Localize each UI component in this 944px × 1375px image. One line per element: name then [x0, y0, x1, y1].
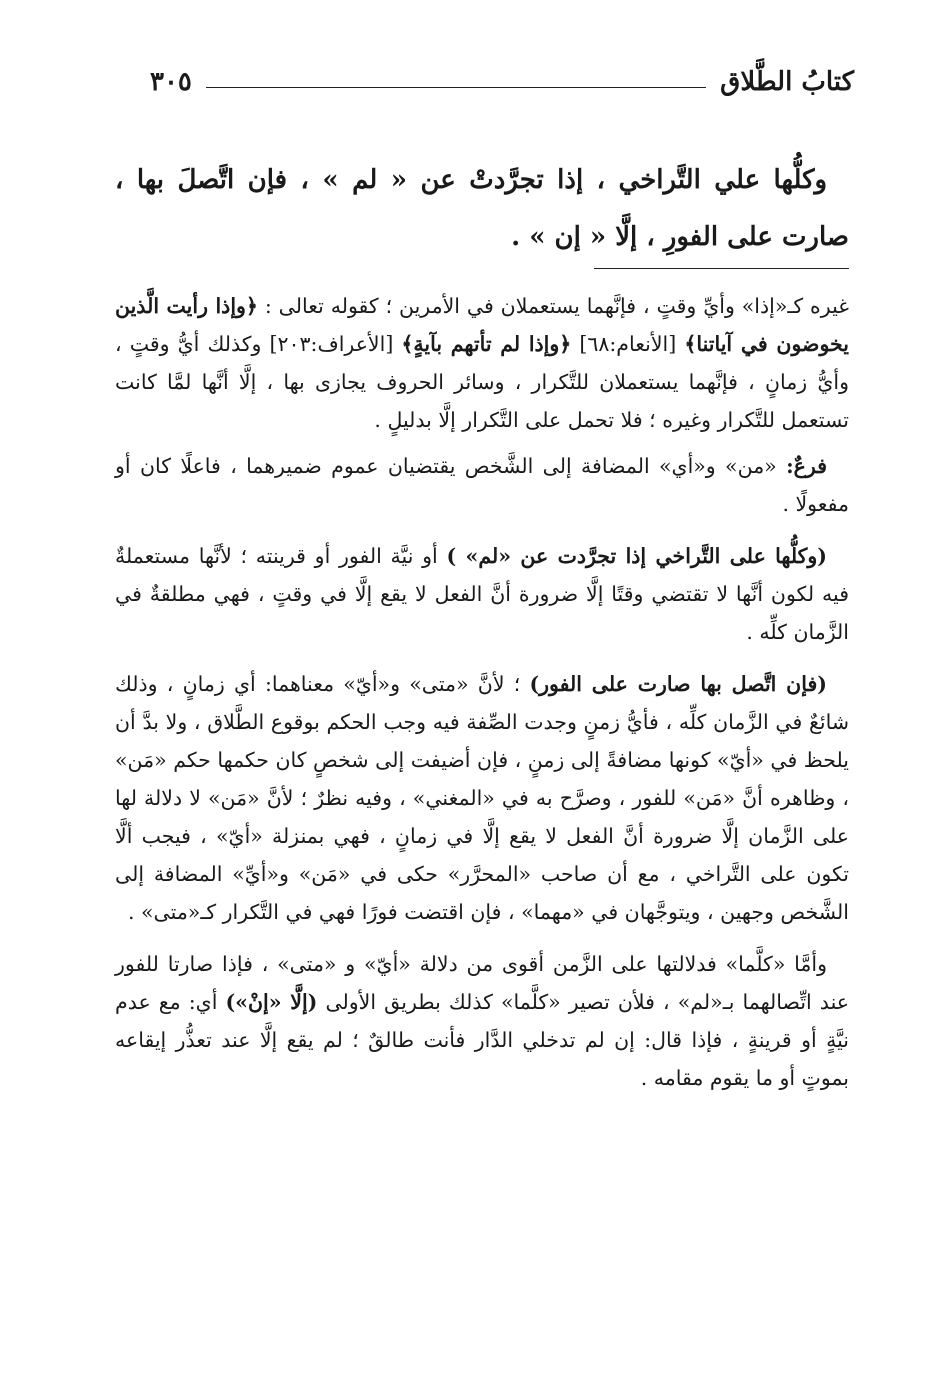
- paragraph-3-text: أو نيَّة الفور أو قرينته ؛ لأنَّها مستعملةٌ فيه لكون أنَّها لا تقتضي وقتًا إلَّا ضرورة أنَّ الفعل لا يقع إلَّا في وقتٍ ، فهي مطلقةٌ في الزَّمان كلِّه .: [115, 544, 849, 644]
- commentary: [115, 287, 849, 1111]
- paragraph-2-text: «من» و«أي» المضافة إلى الشَّخص يقتضيان عموم ضميرهما ، فاعلًا كان أو مفعولًا .: [115, 454, 849, 516]
- paragraph-1-text-b: [الأعراف:٢٠٣] وكذلك أيُّ وقتٍ ، وأيُّ زمانٍ ، فإنَّهما يستعملان للتَّكرار ، وسائر الحروف يجازى بها ، إلَّا أنَّها لمَّا كانت تستعمل للتَّكرار وغيره ؛ فلا تحمل على التَّكرار إلَّا بدليلٍ .: [115, 332, 849, 432]
- paragraph-4-text: ؛ لأنَّ «متى» و«أيّ» معناهما: أي زمانٍ ، وذلك شائعٌ في الزَّمان كلِّه ، فأيُّ زمنٍ وجدت الصِّفة فيه وجب الحكم بوقوع الطَّلاق ، ولا بدَّ أن يلحظ في «أيّ» كونها مضافةً إلى زمنٍ ، فإن أضيفت إلى شخصٍ كان حكمها حكم «مَن» ، وظاهره أنَّ «مَن» للفور ، وصرَّح به في «المغني» ، وفيه نظرٌ ؛ لأنَّ «مَن» لا دلالة لها على الزَّمان إلَّا ضرورة أنَّ الفعل لا يقع إلَّا في زمانٍ ، فهي بمنزلة «أيّ» ، فيجب ألَّا تكون على التَّراخي ، مع أن صاحب «المحرَّر» حكى في «مَن» و«أيِّ» المضافة إلى الشَّخص وجهين ، ويتوجَّهان في «مهما» ، فإن اقتضت فورًا فهي في التَّكرار كـ«متى» .: [115, 672, 849, 924]
- paragraph-4-lead: (فإن اتَّصل بها صارت على الفور): [529, 672, 827, 696]
- page-number: ٣٠٥: [150, 67, 192, 97]
- commentary-paragraph-4: [115, 665, 849, 931]
- commentary-paragraph-3: [115, 537, 849, 651]
- main-text: [115, 152, 849, 266]
- paragraph-1-text-a: غيره كـ«إذا» وأيِّ وقتٍ ، فإنَّهما يستعملان في الأمرين ؛ كقوله تعالى :: [257, 294, 849, 318]
- paragraph-5-text-a: وأمَّا «كلَّما» فدلالتها على الزَّمن أقوى من دلالة «أيّ» و «متى» ، فإذا صارتا للفور عند اتِّصالهما بـ«لم» ، فلأن تصير «كلَّما» كذلك بطريق الأولى: [115, 952, 849, 1014]
- separator-rule: [594, 268, 849, 269]
- paragraph-5-text-b: أي: مع عدم نيَّةٍ أو قرينةٍ ، فإذا قال: إن لم تدخلي الدَّار فأنت طالقٌ ؛ لم يقع إلَّا عند تعذُّر إيقاعه بموتٍ أو ما يقوم مقامه .: [115, 990, 849, 1090]
- header-rule: [206, 87, 706, 88]
- commentary-paragraph-5: [115, 945, 849, 1097]
- running-header: [150, 62, 854, 102]
- paragraph-2-lead: فرعٌ:: [786, 454, 827, 478]
- main-text-body: وكلُّها علي التَّراخي ، إذا تجرَّدتْ عن « لم » ، فإن اتَّصلَ بها ، صارت على الفورِ ، إلَّا « إن » .: [115, 165, 849, 252]
- commentary-paragraph-1: [115, 287, 849, 439]
- paragraph-5-lead: (إلَّا «إنْ»): [225, 990, 318, 1014]
- book-title: كتابُ الطَّلاق: [720, 67, 854, 97]
- quran-reference-1: [الأنعام:٦٨]: [571, 332, 685, 356]
- quran-quote-2: ﴿وإذا لم تأتهم بآيةٍ﴾: [401, 332, 572, 356]
- commentary-paragraph-2: [115, 447, 849, 523]
- quran-quote-1: ﴿وإذا رأيت الَّذين يخوضون في آياتنا﴾: [115, 294, 849, 356]
- paragraph-3-lead: (وكلُّها على التَّراخي إذا تجرَّدت عن «لم» ): [446, 544, 827, 568]
